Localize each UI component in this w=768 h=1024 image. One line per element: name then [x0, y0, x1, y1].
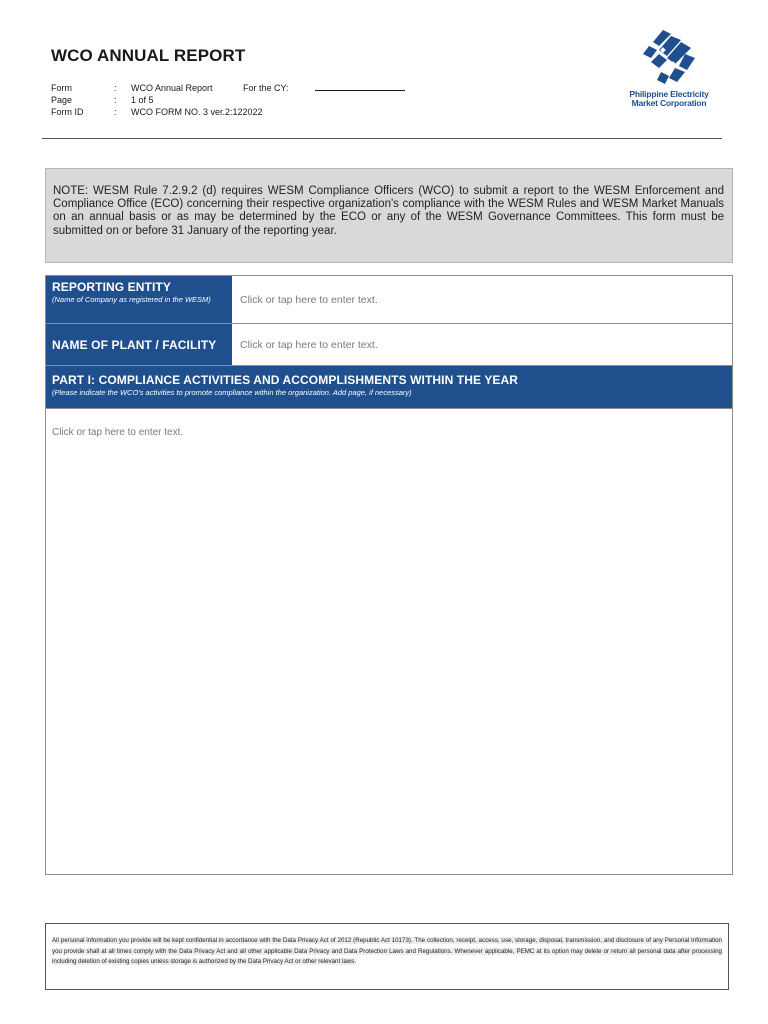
plant-row	[46, 324, 732, 366]
reporting-entity-row	[46, 276, 732, 324]
form-value: WCO Annual Report	[131, 83, 213, 93]
logo-line1: Philippine Electricity	[629, 89, 709, 99]
logo-text	[626, 90, 712, 108]
meta-row-formid	[51, 106, 405, 118]
cy-label: For the CY:	[243, 83, 289, 93]
reporting-entity-sublabel: (Name of Company as registered in the WESM)	[52, 295, 211, 304]
page-label: Page	[51, 95, 73, 105]
header-divider	[42, 138, 722, 139]
pemc-logo-icon	[641, 28, 697, 88]
report-form	[45, 275, 733, 875]
reporting-entity-label: REPORTING ENTITY	[52, 280, 171, 294]
part1-header	[46, 366, 732, 409]
cy-field[interactable]	[315, 82, 405, 91]
colon: :	[114, 107, 117, 117]
note-box: NOTE: WESM Rule 7.2.9.2 (d) requires WESM Compliance Officers (WCO) to submit a report to the WESM Enforcement and Compliance Office (ECO) concerning their respective organization's compliance with the WESM Rules and WESM Market Manuals on an annual basis or as may be determined by the ECO or any of the WESM Governance Committees. This form must be submitted on or before 31 January of the reporting year.	[45, 168, 733, 263]
part1-field[interactable]: Click or tap here to enter text.	[52, 427, 184, 438]
logo-line2: Market Corporation	[631, 98, 707, 108]
colon: :	[114, 95, 117, 105]
plant-label: NAME OF PLANT / FACILITY	[52, 337, 217, 352]
part1-subtitle: (Please indicate the WCO's activities to promote compliance within the organization. Add page, if necessary)	[52, 388, 412, 397]
page-value: 1 of 5	[131, 95, 154, 105]
pemc-logo	[626, 28, 712, 114]
page-title: WCO ANNUAL REPORT	[51, 46, 246, 65]
privacy-notice: All personal information you provide will be kept confidential in accordance with the Data Privacy Act of 2012 (Republic Act 10173). The collection, receipt, access, use, storage, disposal, transmission, and disclosure of any Personal Information you provide shall at all times comply with the Data Privacy Act and all other applicable Data Privacy and Data Protection Laws and Regulations. Whenever applicable, PEMC at its option may delete or return all personal data after processing including deletion of existing copies unless storage is authorized by the Data Privacy Act or other relevant laws.	[52, 937, 722, 965]
meta-row-form	[51, 82, 405, 94]
reporting-entity-label-cell	[46, 276, 232, 323]
form-meta	[51, 82, 405, 118]
plant-field[interactable]: Click or tap here to enter text.	[240, 338, 378, 351]
form-label: Form	[51, 83, 72, 93]
meta-row-page	[51, 94, 405, 106]
part1-title: PART I: COMPLIANCE ACTIVITIES AND ACCOMPLISHMENTS WITHIN THE YEAR	[52, 373, 519, 387]
colon: :	[114, 83, 117, 93]
plant-label-cell	[46, 324, 232, 365]
formid-value: WCO FORM NO. 3 ver.2:122022	[131, 107, 263, 117]
privacy-footer	[45, 923, 729, 990]
reporting-entity-field[interactable]: Click or tap here to enter text.	[240, 293, 378, 306]
formid-label: Form ID	[51, 107, 84, 117]
